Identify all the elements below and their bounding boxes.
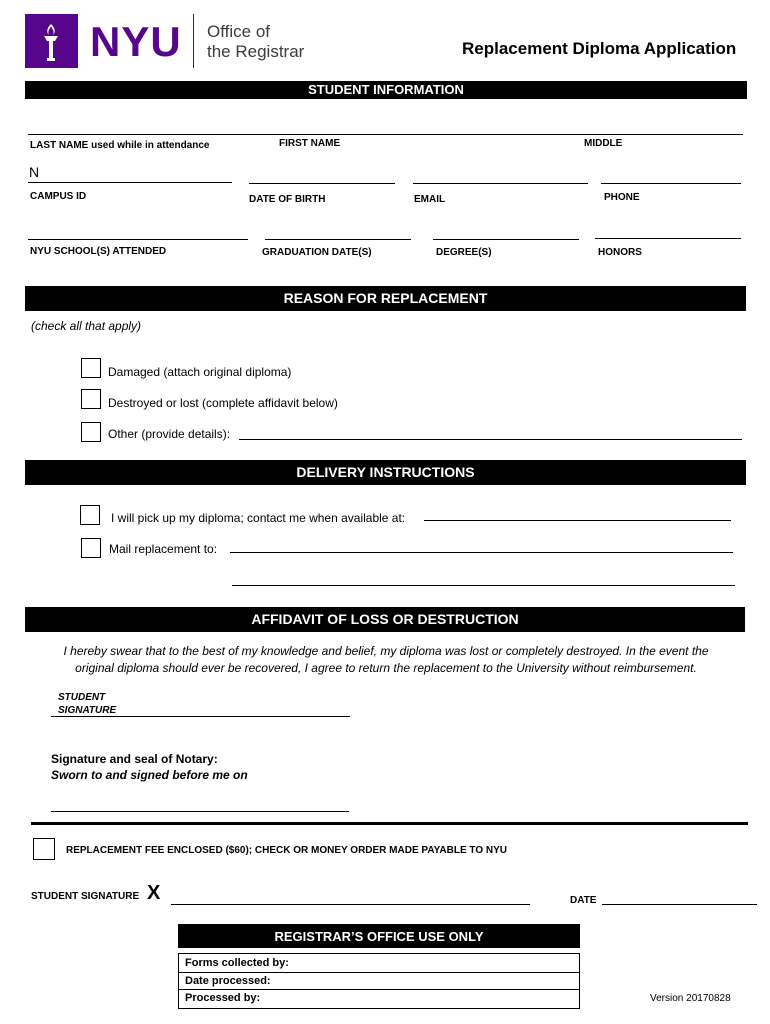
- email-field[interactable]: [413, 183, 588, 184]
- delivery-heading: DELIVERY INSTRUCTIONS: [25, 460, 746, 485]
- damaged-label: Damaged (attach original diploma): [108, 365, 292, 379]
- destroyed-label: Destroyed or lost (complete affidavit below): [108, 396, 338, 410]
- last-name-field[interactable]: N: [29, 164, 40, 180]
- affidavit-text: [30, 643, 742, 677]
- forms-collected-row: Forms collected by:: [178, 953, 580, 973]
- destroyed-checkbox[interactable]: [81, 389, 101, 409]
- fee-label: REPLACEMENT FEE ENCLOSED ($60); CHECK OR MONEY ORDER MADE PAYABLE TO NYU: [66, 845, 507, 856]
- processed-by-row: Processed by:: [178, 989, 580, 1009]
- office-line-2: the Registrar: [207, 42, 305, 61]
- version-label: Version 20170828: [650, 993, 731, 1004]
- middle-label: MIDDLE: [584, 138, 623, 149]
- name-top-rule: [28, 134, 743, 135]
- phone-label: PHONE: [604, 192, 640, 203]
- office-use-heading: REGISTRAR’S OFFICE USE ONLY: [178, 924, 580, 948]
- other-checkbox[interactable]: [81, 422, 101, 442]
- dob-field[interactable]: [249, 183, 395, 184]
- honors-field[interactable]: [595, 238, 741, 239]
- last-name-label: LAST NAME used while in attendance: [30, 140, 210, 151]
- mail-label: Mail replacement to:: [109, 542, 218, 556]
- notary-signature-field[interactable]: [51, 811, 349, 812]
- grad-date-field[interactable]: [265, 239, 411, 240]
- date-field[interactable]: [602, 904, 757, 905]
- affidavit-line-1: I hereby swear that to the best of my knowledge and belief, my diploma was lost or completely destroyed. In the event the: [63, 644, 709, 658]
- dob-label: DATE OF BIRTH: [249, 194, 326, 205]
- email-label: EMAIL: [414, 194, 446, 205]
- student-info-heading: STUDENT INFORMATION: [25, 81, 747, 99]
- mail-checkbox[interactable]: [81, 538, 101, 558]
- reason-heading: REASON FOR REPLACEMENT: [25, 286, 746, 311]
- student-sig-line-2: SIGNATURE: [58, 705, 117, 716]
- date-processed-row: Date processed:: [178, 972, 580, 990]
- fee-enclosed-checkbox[interactable]: [33, 838, 55, 860]
- other-label: Other (provide details):: [108, 427, 231, 441]
- degree-label: DEGREE(S): [436, 247, 492, 258]
- damaged-checkbox[interactable]: [81, 358, 101, 378]
- other-details-field[interactable]: [239, 439, 742, 440]
- nyu-logo-text: NYU: [90, 18, 182, 65]
- office-name: [207, 22, 304, 62]
- campus-id-label: CAMPUS ID: [30, 191, 87, 202]
- pickup-checkbox[interactable]: [80, 505, 100, 525]
- sworn-label: Sworn to and signed before me on: [51, 768, 248, 782]
- date-label: DATE: [570, 895, 597, 906]
- student-signature-field[interactable]: [171, 904, 530, 905]
- torch-icon: [25, 14, 78, 68]
- affidavit-signature-field[interactable]: [51, 716, 350, 717]
- signature-x-mark: X: [147, 882, 161, 904]
- school-field[interactable]: [28, 239, 248, 240]
- affidavit-line-2: original diploma should ever be recovered, I agree to return the replacement to the University without reimbursement.: [75, 661, 697, 675]
- affidavit-student-signature-label: [58, 691, 116, 717]
- first-name-label: FIRST NAME: [279, 138, 341, 149]
- mail-address-field-2[interactable]: [232, 585, 735, 586]
- office-line-1: Office of: [207, 22, 270, 41]
- nyu-torch-logo: [25, 14, 78, 68]
- honors-label: HONORS: [598, 247, 642, 258]
- notary-label: Signature and seal of Notary:: [51, 752, 218, 766]
- grad-date-label: GRADUATION DATE(S): [262, 247, 372, 258]
- reason-instruction: (check all that apply): [31, 319, 142, 333]
- mail-address-field-1[interactable]: [230, 552, 733, 553]
- student-signature-label: STUDENT SIGNATURE: [31, 891, 140, 902]
- affidavit-heading: AFFIDAVIT OF LOSS OR DESTRUCTION: [25, 607, 745, 632]
- degree-field[interactable]: [433, 239, 579, 240]
- section-divider: [31, 822, 748, 825]
- logo-divider: [193, 14, 194, 68]
- pickup-label: I will pick up my diploma; contact me when available at:: [111, 511, 406, 525]
- student-sig-line-1: STUDENT: [58, 692, 106, 703]
- campus-id-field[interactable]: [28, 182, 232, 183]
- form-title: Replacement Diploma Application: [462, 39, 737, 58]
- pickup-contact-field[interactable]: [424, 520, 731, 521]
- notary-block: [51, 751, 248, 783]
- phone-field[interactable]: [601, 183, 741, 184]
- school-label: NYU SCHOOL(S) ATTENDED: [30, 246, 167, 257]
